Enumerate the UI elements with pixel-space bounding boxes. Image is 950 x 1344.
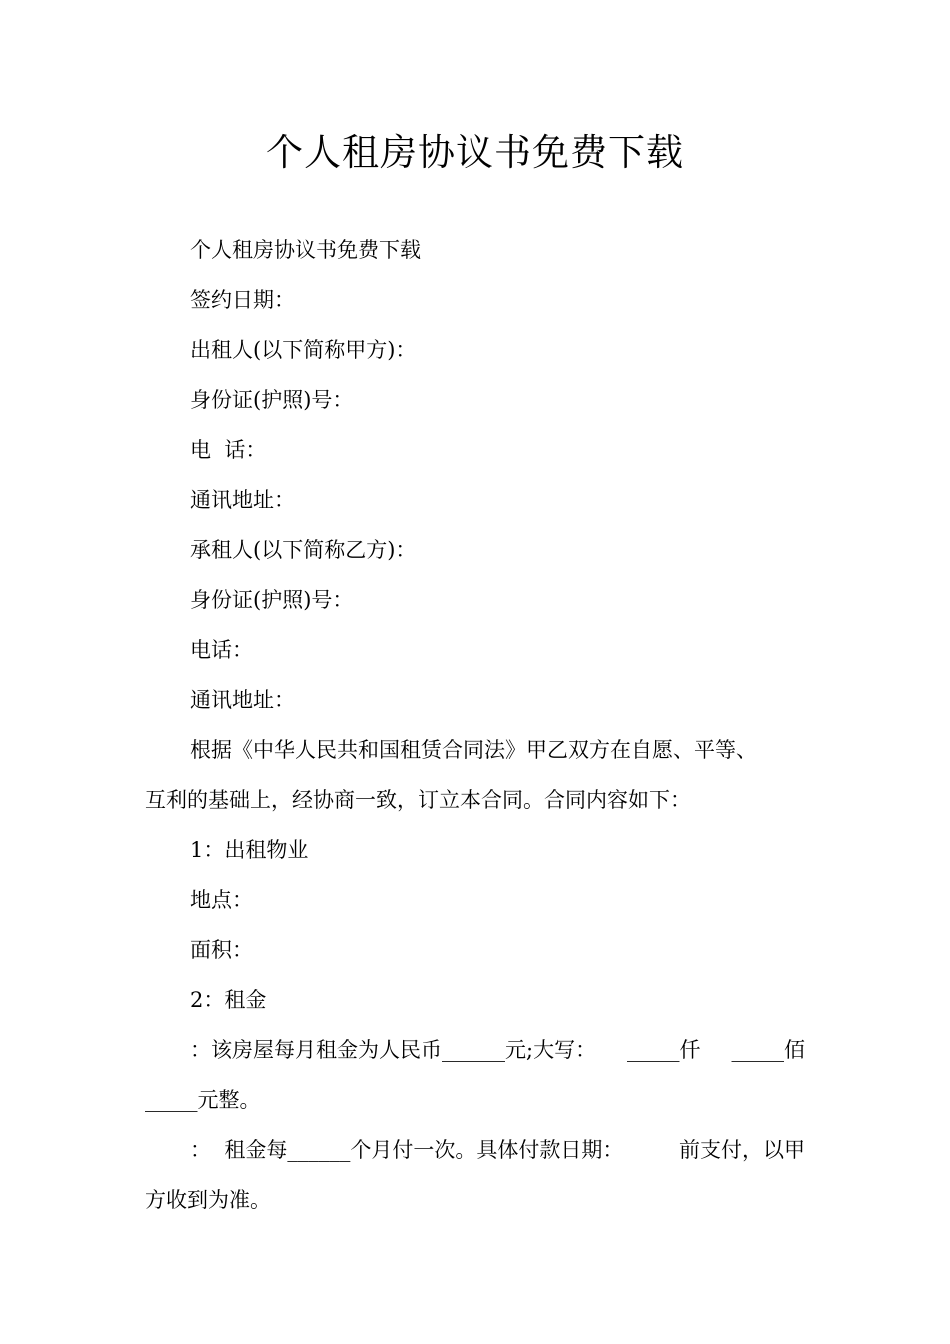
lessee-line: 承租人(以下简称乙方)： xyxy=(190,538,417,562)
preamble-line-1: 根据《中华人民共和国租赁合同法》甲乙双方在自愿、平等、 xyxy=(190,738,757,762)
payment-text-2: 前支付，以甲 xyxy=(679,1138,805,1162)
payment-text-1: ： 租金每______个月付一次。具体付款日期： xyxy=(190,1138,624,1162)
lessor-line: 出租人(以下简称甲方)： xyxy=(190,338,417,362)
lessee-address-line: 通讯地址： xyxy=(190,688,295,712)
lessor-id-line: 身份证(护照)号： xyxy=(190,388,354,412)
rent-line-2: _____元整。 xyxy=(145,1088,261,1112)
preamble-paragraph xyxy=(145,725,813,825)
document-title: 个人租房协议书免费下载 xyxy=(266,131,684,174)
lessor-phone-line: 电 话： xyxy=(190,438,267,462)
lessor-address-line: 通讯地址： xyxy=(190,488,295,512)
rent-line-1 xyxy=(145,1025,813,1075)
rent-text-3: _____佰 xyxy=(731,1038,805,1062)
rent-text-1: ：该房屋每月租金为人民币______元;大写： xyxy=(190,1038,597,1062)
sign-date-line: 签约日期： xyxy=(190,288,295,312)
section1-heading: 1：出租物业 xyxy=(190,838,309,862)
section2-heading: 2：租金 xyxy=(190,988,267,1012)
lessee-id-line: 身份证(护照)号： xyxy=(190,588,354,612)
rent-text-2: _____仟 xyxy=(627,1038,701,1062)
lessee-phone-line: 电话： xyxy=(190,638,253,662)
payment-line-2: 方收到为准。 xyxy=(145,1188,271,1212)
preamble-line-2: 互利的基础上，经协商一致，订立本合同。合同内容如下： xyxy=(145,788,691,812)
payment-line-1 xyxy=(145,1125,813,1175)
location-line: 地点： xyxy=(190,888,253,912)
rent-paragraph xyxy=(145,1025,813,1125)
document-body xyxy=(145,225,813,1225)
area-line: 面积： xyxy=(190,938,253,962)
payment-paragraph xyxy=(145,1125,813,1225)
heading-line: 个人租房协议书免费下载 xyxy=(190,238,421,262)
